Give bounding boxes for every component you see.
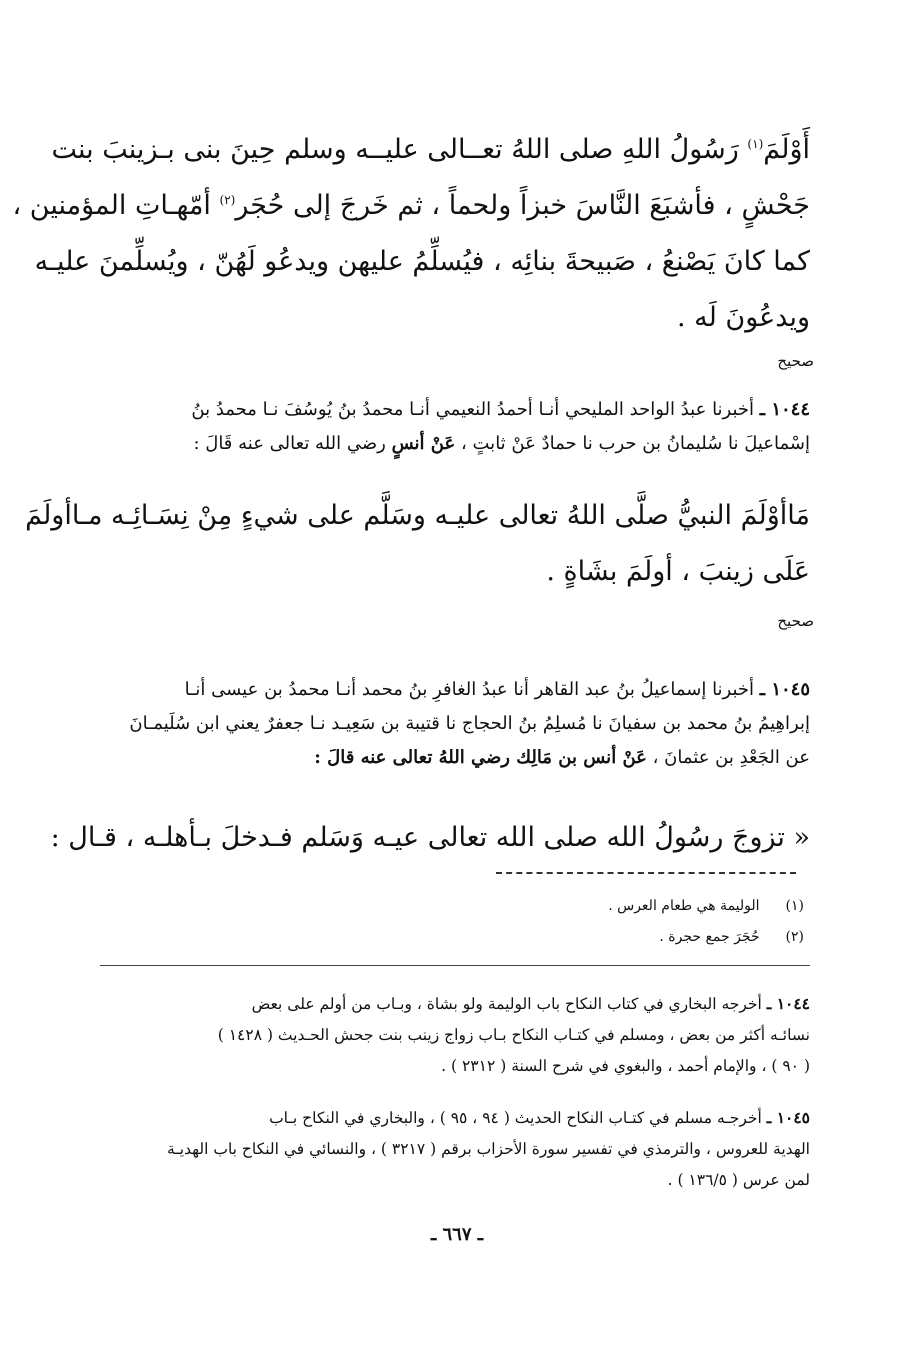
footnote-marker: (٢) <box>219 193 236 207</box>
isnad-line: إسْماعيلَ نا سُليمانُ بن حرب نا حمادٌ عَنْ ثابتٍ ، عَنْ أنسٍ رضي الله تعالى عنه قَالَ : <box>193 433 810 454</box>
footnote-number: (٢) <box>785 929 804 945</box>
passage-line: جَحْشٍ ، فأشبَعَ النَّاسَ خبزاً ولحماً ، ثم خَرجَ إلى حُجَر$^{(٢)}$ أمّهـاتِ المؤمنين ، <box>12 190 810 221</box>
footnote-marker: (١) <box>747 137 764 151</box>
grade-label: صحيح <box>777 612 814 630</box>
passage-line: كما كانَ يَصْنعُ ، صَبيحةَ بنائِه ، فيُسلِّمُ عليهن ويدعُو لَهُنّ ، ويُسلِّمنَ عليـه <box>34 246 810 277</box>
passage-line: أَوْلَمَ$^{(١)}$ رَسُولُ اللهِ صلى اللهُ تعــالى عليــه وسلم حِينَ بنى بـزينبَ بنت <box>51 134 810 165</box>
hadith-number: ١٠٤٤ ـ <box>759 399 810 420</box>
footnote-text: الوليمة هي طعام العرس . <box>608 898 760 914</box>
continuation-dashes <box>496 872 796 876</box>
hadith-1044-matn <box>25 488 810 600</box>
hadith-number: ١٠٤٥ ـ <box>759 679 810 700</box>
hadith-1045-isnad <box>100 673 810 775</box>
narrator-name: عَنْ أنسٍ <box>391 433 456 454</box>
hadith-number: ١٠٤٤ ـ <box>766 994 810 1013</box>
footnote <box>608 898 804 914</box>
matn-line: « تزوجَ رسُولُ الله صلى الله تعالى عيـه وَسَلم فـدخلَ بـأهلـه ، قـال : <box>50 822 810 853</box>
narrator-name: عَنْ أنس بن مَالِك رضي اللهُ تعالى عنه قالَ : <box>314 747 647 768</box>
isnad-line: إبراهِيمُ بنُ محمد بن سفيانَ نا مُسلِمُ بنُ الحجاج نا قتيبة بن سَعِيـد نـا جعفرٌ يعني ابن سُلَيمـانَ <box>129 713 810 734</box>
matn-line: عَلَى زينبَ ، أولَمَ بشَاةٍ . <box>546 556 810 587</box>
footnote <box>659 929 804 945</box>
takhrij-line: لمن عرس ( ١٣٦/٥ ) . <box>667 1171 810 1189</box>
takhrij-line: الهدية للعروس ، والترمذي في تفسير سورة الأحزاب برقم ( ٣٢١٧ ) ، والنسائي في النكاح باب الهديـة <box>166 1140 810 1158</box>
matn-line: مَاأوْلَمَ النبيُّ صلَّى اللهُ تعالى عليـه وسَلَّم على شيءٍ مِنْ نِسَـائِـه مـاأولَمَ <box>25 500 810 531</box>
footnote-text: حُجَرَ جمع حجرة . <box>659 929 760 945</box>
hadith-number: ١٠٤٥ ـ <box>766 1108 810 1127</box>
takhrij-1045 <box>100 1102 810 1196</box>
isnad-line: ١٠٤٥ ـ أخبرنا إسماعيلُ بنُ عبد القاهر أنا عبدُ الغافرِ بنُ محمد أنـا محمدُ بن عيسى أنـا <box>184 679 810 700</box>
takhrij-line: ١٠٤٤ ـ أخرجه البخاري في كتاب النكاح باب الوليمة ولو بشاة ، وبـاب من أولم على بعض <box>251 994 810 1013</box>
page-number: ـ ٦٦٧ ـ <box>430 1224 484 1245</box>
takhrij-line: نسائـه أكثر من بعض ، ومسلم في كتـاب النكاح بـاب زواج زينب بنت جحش الحـديث ( ١٤٢٨ ) <box>217 1026 810 1044</box>
passage-line: ويدعُونَ لَه . <box>676 302 810 333</box>
footnote-number: (١) <box>785 898 804 914</box>
grade-label: صحيح <box>777 352 814 370</box>
passage-intro <box>12 122 810 346</box>
hadith-1044-isnad <box>100 393 810 461</box>
isnad-line: ١٠٤٤ ـ أخبرنا عبدُ الواحد المليحي أنـا أحمدُ النعيمي أنـا محمدُ بنُ يُوسُفَ نـا محمدُ بنُ <box>191 399 810 420</box>
takhrij-line: ١٠٤٥ ـ أخرجـه مسلم في كتـاب النكاح الحديث ( ٩٤ ، ٩٥ ) ، والبخاري في النكاح بـاب <box>269 1108 810 1127</box>
hadith-1045-matn <box>50 810 810 866</box>
takhrij-1044 <box>100 988 810 1082</box>
footnote-divider <box>100 965 810 966</box>
isnad-line: عن الجَعْدِ بن عثمانَ ، عَنْ أنس بن مَالِك رضي اللهُ تعالى عنه قالَ : <box>314 747 810 768</box>
takhrij-line: ( ٩٠ ) ، والإمام أحمد ، والبغوي في شرح السنة ( ٢٣١٢ ) . <box>441 1057 810 1075</box>
